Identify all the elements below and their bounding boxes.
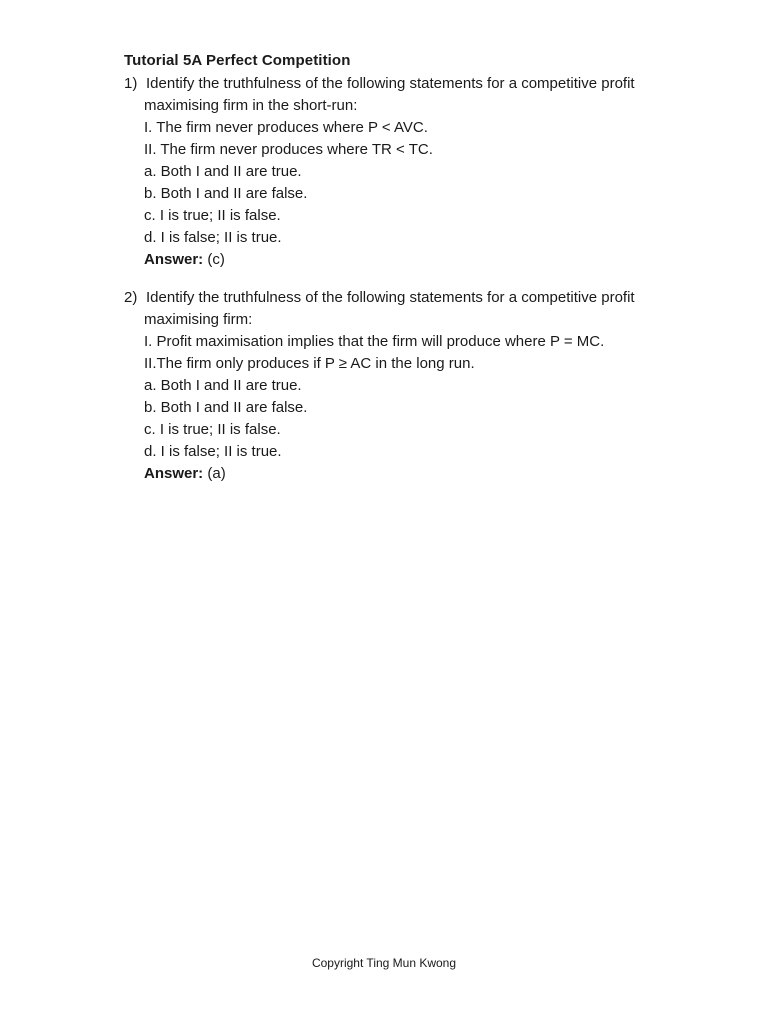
question-prompt-line: Identify the truthfulness of the following statements for a competitive profit [146,75,635,92]
question-prompt-line: maximising firm: [144,311,253,328]
option-d: d. I is false; II is true. [144,443,282,460]
copyright-footer: Copyright Ting Mun Kwong [311,956,457,970]
question-prompt [124,287,684,309]
question-number: 2) [124,289,138,306]
answer [124,249,684,271]
option-a: a. Both I and II are true. [144,377,302,394]
answer [124,463,684,485]
page-title: Tutorial 5A Perfect Competition [124,52,351,69]
question-1 [124,73,684,271]
option-c: c. I is true; II is false. [144,207,281,224]
answer-label: Answer: [144,465,204,482]
statement-2: II. The firm never produces where TR < TC. [144,141,433,158]
option-a: a. Both I and II are true. [144,163,302,180]
statement-2: II.The firm only produces if P ≥ AC in the long run. [144,355,475,372]
question-prompt-line: maximising firm in the short-run: [144,97,358,114]
question-prompt [124,73,684,95]
question-prompt-line: Identify the truthfulness of the following statements for a competitive profit [146,289,635,306]
answer-value: (c) [207,251,225,268]
answer-label: Answer: [144,251,204,268]
statement-1: I. Profit maximisation implies that the firm will produce where P = MC. [144,333,605,350]
option-d: d. I is false; II is true. [144,229,282,246]
question-2 [124,287,684,485]
option-b: b. Both I and II are false. [144,185,308,202]
option-c: c. I is true; II is false. [144,421,281,438]
option-b: b. Both I and II are false. [144,399,308,416]
statement-1: I. The firm never produces where P < AVC. [144,119,428,136]
answer-value: (a) [207,465,226,482]
question-number: 1) [124,75,138,92]
